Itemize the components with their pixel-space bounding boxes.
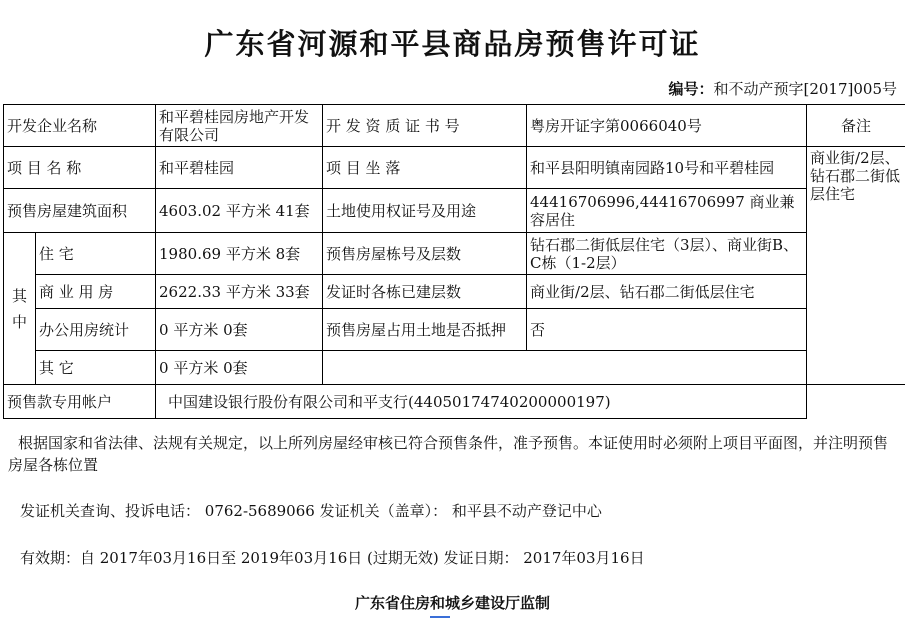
table-row [4, 233, 905, 275]
developer-label: 开发企业名称 [4, 105, 156, 147]
residential-value: 1980.69 平方米 8套 [156, 233, 323, 275]
land-cert-label: 土地使用权证号及用途 [323, 189, 527, 233]
commercial-value: 2622.33 平方米 33套 [156, 275, 323, 309]
location-label: 项 目 坐 落 [323, 147, 527, 189]
account-value: 中国建设银行股份有限公司和平支行(44050174740200000197) [156, 385, 807, 419]
account-label: 预售款专用帐户 [4, 385, 156, 419]
project-name-value: 和平碧桂园 [156, 147, 323, 189]
remarks-value: 商业街/2层、钻石郡二街低层住宅 [807, 147, 905, 385]
qualification-label: 开 发 资 质 证 书 号 [323, 105, 527, 147]
table-row [4, 189, 905, 233]
mortgage-value: 否 [527, 309, 807, 351]
built-floors-value: 商业街/2层、钻石郡二街低层住宅 [527, 275, 807, 309]
office-value: 0 平方米 0套 [156, 309, 323, 351]
certificate-number-label: 编号： [668, 80, 714, 98]
mortgage-label: 预售房屋占用土地是否抵押 [323, 309, 527, 351]
residential-label: 住 宅 [36, 233, 156, 275]
other-label: 其 它 [36, 351, 156, 385]
building-floors-label: 预售房屋栋号及层数 [323, 233, 527, 275]
permit-table [3, 104, 905, 419]
developer-value: 和平碧桂园房地产开发有限公司 [156, 105, 323, 147]
land-cert-value: 44416706996,44416706997 商业兼容居住 [527, 189, 807, 233]
presale-area-value: 4603.02 平方米 41套 [156, 189, 323, 233]
scrollbar-indicator[interactable] [430, 616, 450, 618]
empty-cell [323, 351, 807, 385]
building-floors-value: 钻石郡二街低层住宅（3层）、商业街B、C栋（1-2层） [527, 233, 807, 275]
contact-line: 发证机关查询、投诉电话： 0762-5689066 发证机关（盖章）： 和平县不动产登记中心 [20, 502, 602, 520]
remarks-label: 备注 [807, 105, 905, 147]
office-label: 办公用房统计 [36, 309, 156, 351]
validity-line: 有效期：自 2017年03月16日至 2019年03月16日 (过期无效) 发证日期： 2017年03月16日 [20, 549, 645, 567]
table-row [4, 385, 905, 419]
project-name-label: 项 目 名 称 [4, 147, 156, 189]
approval-paragraph: 根据国家和省法律、法规有关规定，以上所列房屋经审核已符合预售条件，准予预售。本证使用时必须附上项目平面图，并注明预售房屋各栋位置 [8, 434, 889, 474]
table-row [4, 275, 905, 309]
commercial-label: 商 业 用 房 [36, 275, 156, 309]
footer-issuer: 广东省住房和城乡建设厅监制 [354, 594, 550, 612]
table-row [4, 309, 905, 351]
qualification-value: 粤房开证字第0066040号 [527, 105, 807, 147]
certificate-number-value: 和不动产预字[2017]005号 [713, 80, 897, 98]
other-value: 0 平方米 0套 [156, 351, 323, 385]
presale-area-label: 预售房屋建筑面积 [4, 189, 156, 233]
of-which-label: 其中 [4, 233, 36, 385]
blank-cell [807, 385, 905, 419]
table-row [4, 105, 905, 147]
page-title: 广东省河源和平县商品房预售许可证 [204, 27, 701, 61]
location-value: 和平县阳明镇南园路10号和平碧桂园 [527, 147, 807, 189]
certificate-number [668, 78, 897, 99]
built-floors-label: 发证时各栋已建层数 [323, 275, 527, 309]
table-row [4, 147, 905, 189]
table-row [4, 351, 905, 385]
